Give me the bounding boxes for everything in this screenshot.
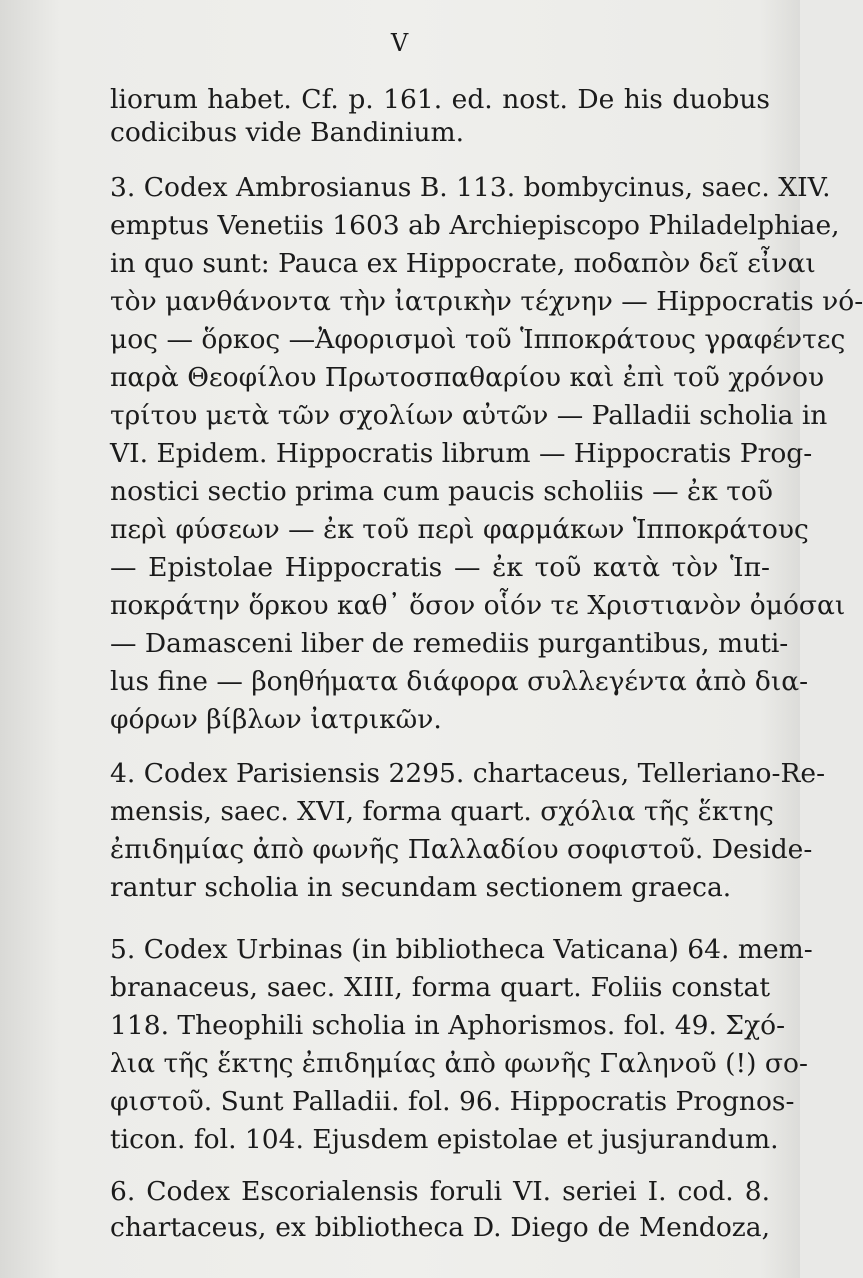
text-line: φόρων βίβλων ἰατρικῶν. <box>110 704 442 735</box>
text-line: περὶ φύσεων — ἐκ τοῦ περὶ φαρμάκων Ἱπποκράτους <box>110 514 809 545</box>
text-line: 118. Theophili scholia in Aphorismos. fol. 49. Σχό- <box>110 1010 786 1041</box>
text-line: liorum habet. Cf. p. 161. ed. nost. De his duobus <box>110 84 770 115</box>
text-line: μος — ὅρκος —Ἀφορισμοὶ τοῦ Ἱπποκράτους γραφέντες <box>110 324 846 355</box>
text-line: ποκράτην ὅρκου καθ᾽ ὅσον οἷόν τε Χριστιανὸν ὀμόσαι <box>110 590 846 621</box>
text-line: emptus Venetiis 1603 ab Archiepiscopo Philadelphiae, <box>110 210 840 241</box>
text-line: — Damasceni liber de remediis purgantibus, muti- <box>110 628 789 659</box>
text-line: rantur scholia in secundam sectionem graeca. <box>110 872 732 903</box>
text-line: τρίτου μετὰ τῶν σχολίων αὐτῶν — Palladii scholia in <box>110 400 828 431</box>
page-number: V <box>390 29 410 57</box>
text-line: ticon. fol. 104. Ejusdem epistolae et jusjurandum. <box>110 1124 779 1155</box>
text-line: nostici sectio prima cum paucis scholiis — ἐκ τοῦ <box>110 476 773 507</box>
text-line: chartaceus, ex bibliotheca D. Diego de Mendoza, <box>110 1212 770 1243</box>
text-line: 4. Codex Parisiensis 2295. chartaceus, Telleriano-Re- <box>110 758 826 789</box>
text-line: παρὰ Θεοφίλου Πρωτοσπαθαρίου καὶ ἐπὶ τοῦ χρόνου <box>110 362 825 393</box>
text-line: VI. Epidem. Hippocratis librum — Hippocratis Prog- <box>110 438 813 469</box>
text-line: ἐπιδημίας ἀπὸ φωνῆς Παλλαδίου σοφιστοῦ. Deside- <box>110 834 813 865</box>
text-line: φιστοῦ. Sunt Palladii. fol. 96. Hippocratis Prognos- <box>110 1086 795 1117</box>
text-line: 5. Codex Urbinas (in bibliotheca Vaticana) 64. mem- <box>110 934 813 965</box>
text-line: codicibus vide Bandinium. <box>110 117 465 148</box>
text-line: in quo sunt: Pauca ex Hippocrate, ποδαπὸν δεῖ εἶναι <box>110 248 816 279</box>
text-line: branaceus, saec. XIII, forma quart. Foliis constat <box>110 972 770 1003</box>
text-line: τὸν μανθάνοντα τὴν ἰατρικὴν τέχνην — Hippocratis νό- <box>110 286 863 317</box>
text-line: 6. Codex Escorialensis foruli VI. seriei I. cod. 8. <box>110 1176 770 1207</box>
text-line: mensis, saec. XVI, forma quart. σχόλια τῆς ἕκτης <box>110 796 774 827</box>
text-line: — Epistolae Hippocratis — ἐκ τοῦ κατὰ τὸν Ἱπ- <box>110 552 770 583</box>
text-line: lus fine — βοηθήματα διάφορα συλλεγέντα ἀπὸ δια- <box>110 666 809 697</box>
text-line: λια τῆς ἕκτης ἐπιδημίας ἀπὸ φωνῆς Γαληνοῦ (!) σο- <box>110 1048 808 1079</box>
text-line: 3. Codex Ambrosianus B. 113. bombycinus, saec. XIV. <box>110 172 831 203</box>
